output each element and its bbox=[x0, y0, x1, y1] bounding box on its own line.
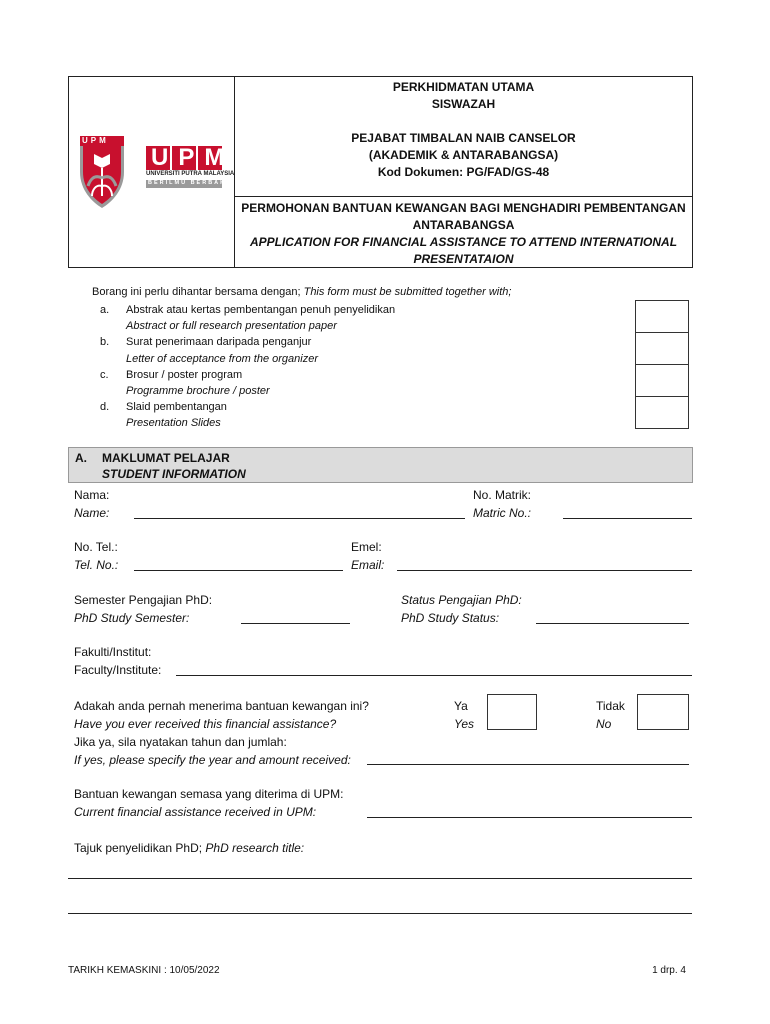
email-label bbox=[351, 538, 384, 574]
intro-ms: Borang ini perlu dihantar bersama dengan; bbox=[92, 286, 301, 298]
document-code: Kod Dokumen: PG/FAD/GS-48 bbox=[377, 165, 550, 179]
item-letter: d. bbox=[100, 401, 110, 414]
header-office-block bbox=[234, 79, 693, 181]
label-ms: Tajuk penyelidikan PhD; bbox=[74, 841, 203, 855]
matric-label bbox=[473, 486, 531, 522]
attachment-a-checkbox[interactable] bbox=[635, 300, 689, 333]
item-ms: Slaid pembentangan bbox=[126, 401, 227, 414]
item-en: Presentation Slides bbox=[126, 417, 221, 430]
label-en: PhD Study Semester: bbox=[74, 611, 190, 625]
logo-wordmark: UPM bbox=[151, 144, 235, 171]
section-title-ms: MAKLUMAT PELAJAR bbox=[102, 451, 230, 465]
matric-field[interactable] bbox=[563, 518, 692, 519]
label-ms: Fakulti/Institut: bbox=[74, 645, 152, 659]
attachment-d-checkbox[interactable] bbox=[635, 396, 689, 429]
header-divider bbox=[234, 196, 693, 197]
semester-field[interactable] bbox=[241, 623, 350, 624]
item-letter: a. bbox=[100, 304, 110, 316]
faculty-label bbox=[74, 643, 161, 679]
item-en: Programme brochure / poster bbox=[126, 384, 270, 397]
logo-badge-text: UPM bbox=[82, 136, 109, 145]
section-title-en: STUDENT INFORMATION bbox=[102, 467, 246, 481]
ifyes-ms: Jika ya, sila nyatakan tahun dan jumlah: bbox=[74, 735, 287, 749]
label-en: Email: bbox=[351, 558, 385, 572]
label-en: Faculty/Institute: bbox=[74, 663, 162, 677]
label-ms: Bantuan kewangan semasa yang diterima di UPM: bbox=[74, 787, 344, 801]
intro-en: This form must be submitted together with; bbox=[303, 286, 512, 298]
tel-field[interactable] bbox=[134, 570, 343, 571]
item-en: Abstract or full research presentation paper bbox=[126, 320, 337, 333]
logo-motto: BERILMU BERBAKTI bbox=[148, 180, 235, 186]
label-ms: Tidak bbox=[596, 699, 625, 713]
upm-logo bbox=[78, 134, 235, 210]
status-field[interactable] bbox=[536, 623, 689, 624]
name-label bbox=[74, 486, 109, 522]
attachments-intro bbox=[92, 286, 511, 298]
label-en: Yes bbox=[454, 717, 475, 731]
attachment-b-checkbox[interactable] bbox=[635, 332, 689, 365]
label-en: Tel. No.: bbox=[74, 558, 119, 572]
current-assistance-field[interactable] bbox=[367, 817, 692, 818]
form-title-block bbox=[234, 200, 693, 268]
research-title-field-line2[interactable] bbox=[68, 913, 692, 914]
tel-label bbox=[74, 538, 118, 574]
attachment-c-checkbox[interactable] bbox=[635, 364, 689, 397]
question-ms: Adakah anda pernah menerima bantuan kewangan ini? bbox=[74, 699, 369, 713]
logo-university: UNIVERSITI PUTRA MALAYSIA bbox=[146, 171, 235, 177]
office-line: (AKADEMIK & ANTARABANGSA) bbox=[368, 148, 559, 162]
dept-line: SISWAZAH bbox=[431, 97, 496, 111]
label-ms: Emel: bbox=[351, 540, 382, 554]
label-ms: Ya bbox=[454, 699, 468, 713]
item-ms: Surat penerimaan daripada penganjur bbox=[126, 336, 312, 349]
item-ms: Brosur / poster program bbox=[126, 368, 243, 381]
year-amount-field[interactable] bbox=[367, 764, 689, 765]
received-question bbox=[74, 697, 369, 769]
ifyes-en: If yes, please specify the year and amount received: bbox=[74, 753, 351, 767]
name-field[interactable] bbox=[134, 518, 465, 519]
label-en: Matric No.: bbox=[473, 506, 532, 520]
research-title-label bbox=[74, 841, 304, 855]
form-title-ms: ANTARABANGSA bbox=[412, 218, 515, 232]
label-ms: Status Pengajian PhD: bbox=[401, 593, 522, 607]
label-ms: No. Matrik: bbox=[473, 488, 532, 502]
label-en: PhD research title: bbox=[205, 841, 305, 855]
label-ms: Nama: bbox=[74, 488, 110, 502]
received-yes-checkbox[interactable] bbox=[487, 694, 537, 730]
semester-label bbox=[74, 591, 212, 627]
current-assistance-label bbox=[74, 785, 343, 821]
label-en: Current financial assistance received in UPM: bbox=[74, 805, 317, 819]
received-no-checkbox[interactable] bbox=[637, 694, 689, 730]
research-title-field-line1[interactable] bbox=[68, 878, 692, 879]
section-letter: A. bbox=[75, 451, 87, 465]
item-letter: c. bbox=[100, 368, 109, 381]
label-ms: Semester Pengajian PhD: bbox=[74, 593, 213, 607]
form-title-ms: PERMOHONAN BANTUAN KEWANGAN BAGI MENGHADIRI PEMBENTANGAN bbox=[241, 201, 686, 215]
label-en: Name: bbox=[74, 506, 110, 520]
email-field[interactable] bbox=[397, 570, 692, 571]
faculty-field[interactable] bbox=[176, 675, 692, 676]
item-en: Letter of acceptance from the organizer bbox=[126, 352, 318, 365]
item-ms: Abstrak atau kertas pembentangan penuh penyelidikan bbox=[126, 304, 396, 316]
no-label bbox=[596, 697, 625, 733]
label-ms: No. Tel.: bbox=[74, 540, 118, 554]
form-title-en: PRESENTATAION bbox=[413, 252, 514, 266]
footer-page-number: 1 drp. 4 bbox=[652, 965, 686, 976]
label-en: No bbox=[596, 717, 612, 731]
office-line: PEJABAT TIMBALAN NAIB CANSELOR bbox=[351, 131, 576, 145]
status-label bbox=[401, 591, 522, 627]
dept-line: PERKHIDMATAN UTAMA bbox=[392, 80, 535, 94]
yes-label bbox=[454, 697, 474, 733]
label-en: PhD Study Status: bbox=[401, 611, 500, 625]
footer-updated-date: TARIKH KEMASKINI : 10/05/2022 bbox=[68, 965, 220, 976]
item-letter: b. bbox=[100, 336, 110, 349]
form-title-en: APPLICATION FOR FINANCIAL ASSISTANCE TO ATTEND INTERNATIONAL bbox=[249, 235, 678, 249]
question-en: Have you ever received this financial assistance? bbox=[74, 717, 337, 731]
